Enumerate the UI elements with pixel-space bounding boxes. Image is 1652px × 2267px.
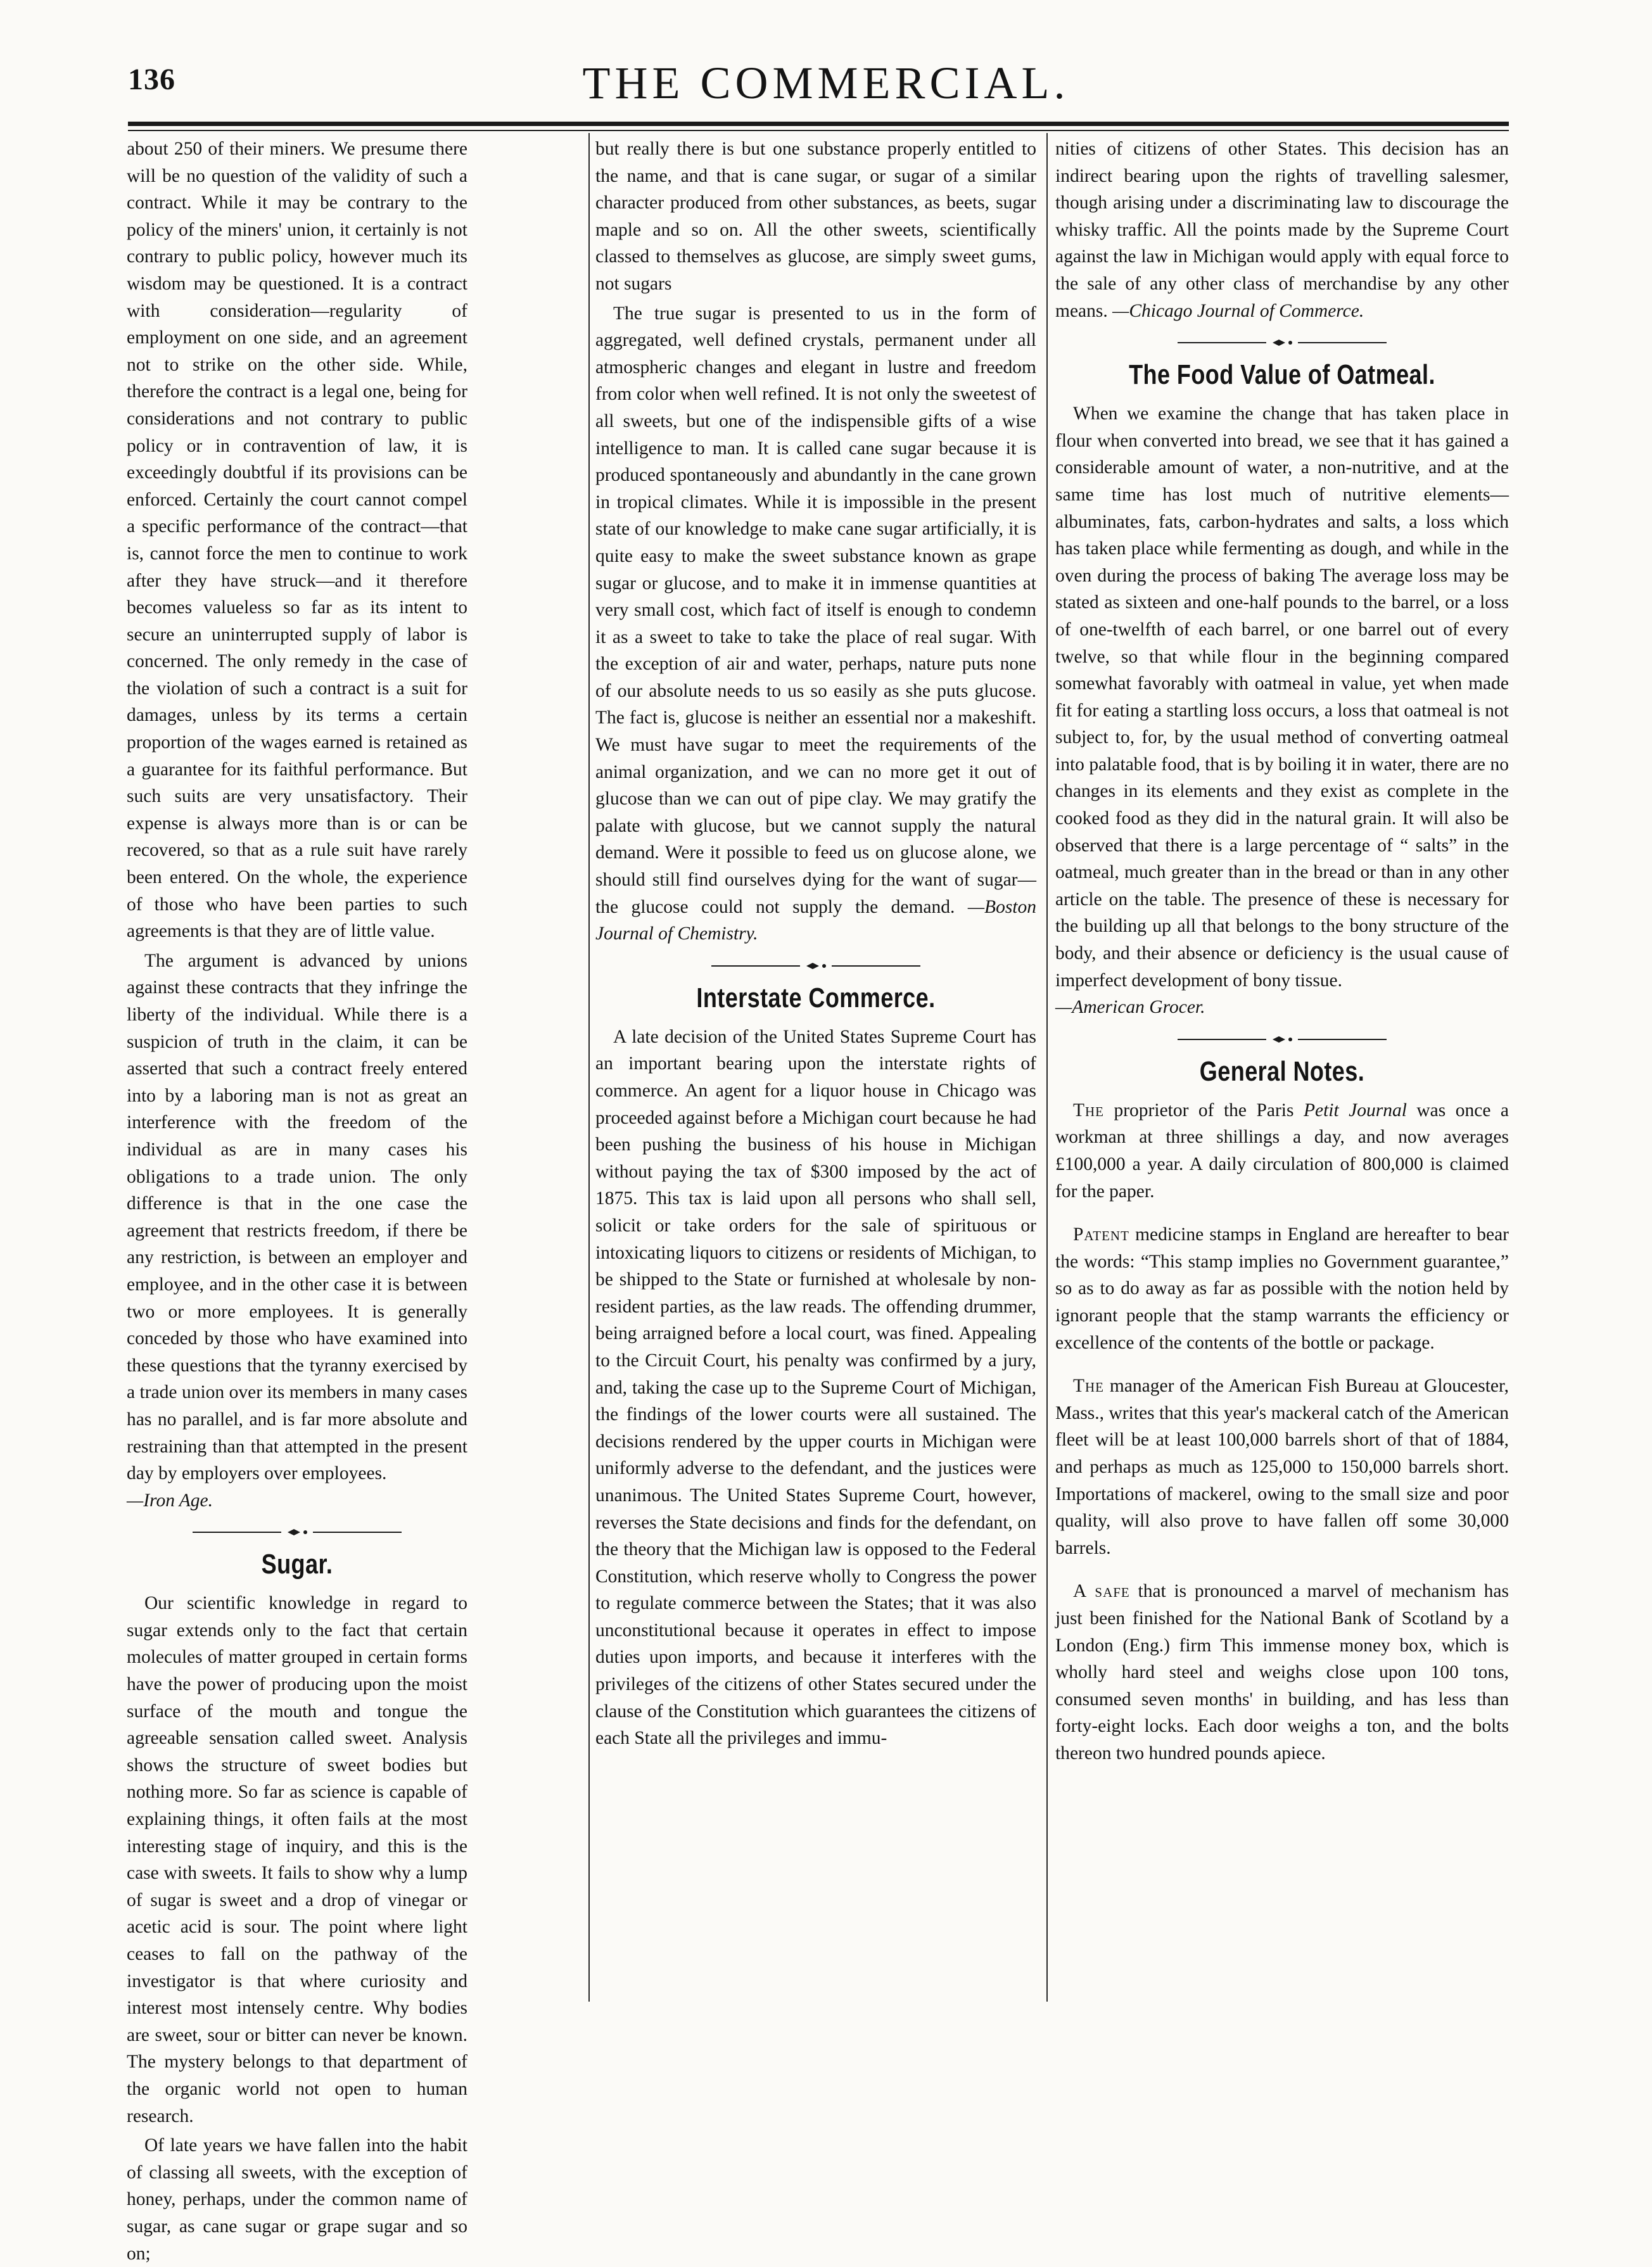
- section-heading-interstate-commerce: Interstate Commerce.: [696, 982, 936, 1013]
- article-citation: —Iron Age.: [127, 1490, 213, 1511]
- newspaper-title: Petit Journal: [1303, 1100, 1407, 1121]
- page-number: 136: [128, 63, 175, 96]
- note-text: manager of the American Fish Bureau at Gloucester, Mass., writes that this year's mackeral catch of the American fleet will be at least 100,000 barrels short of that of 1884, and perhaps as much as 125,000 to 150,000 barrels short. Importations of mackerel, owing to the small size and poor quality, will also prove to have fallen off some 30,000 barrels.: [1055, 1376, 1509, 1558]
- article-paragraph: about 250 of their miners. We presume there will be no question of the validity of such a contract. While it may be contrary to the policy of the miners' union, it certainly is not contrary to public policy, however much its wisdom may be questioned. It is a contract with consideration—regularity of employment on one side, and an agreement not to strike on the other side. While, therefore the contract is a legal one, being for considerations and not contrary to public policy or in contravention of law, it is exceedingly doubtful if its provisions can be enforced. Certainly the court cannot compel a specific performance of the contract—that is, cannot force the men to continue to work after they have struck—and it therefore becomes valueless so far as its intent to secure an uninterrupted supply of labor is concerned. The only remedy in the case of the violation of such a contract is a suit for damages, unless by its terms a certain proportion of the wages earned is retained as a guarantee for its faithful performance. But such suits are very unsatisfactory. Their expense is always more than is or can be recovered, so that as a rule suit have rarely been entered. On the whole, the experience of those who have been parties to such agreements is that they are of little value.: [127, 139, 467, 942]
- article-paragraph: Our scientific knowledge in regard to sugar extends only to the fact that certain molecules of matter grouped in certain forms have the power of producing upon the moist surface of the mouth and tongue the agreeable sensation called sweet. Analysis shows the structure of sweet bodies but nothing more. So far as science is capable of explaining things, it often fails at the most interesting stage of inquiry, and this is the case with sweets. It fails to show why a lump of sugar is sweet and a drop of vinegar or acetic acid is sour. The point where light ceases to fall on the pathway of the investigator is that where curiosity and interest most intensely centre. Why bodies are sweet, sour or bitter can never be known. The mystery belongs to that department of the organic world not open to human research.: [127, 1593, 467, 2126]
- note-lead: Patent: [1073, 1224, 1129, 1245]
- article-paragraph: [1055, 400, 1509, 1021]
- article-text: The argument is advanced by unions against these contracts that they infringe the liberty of the individual. While there is a suspicion of truth in the claim, it can be asserted that such a contract freely entered into by a laboring man is not as great an interference with the freedom of the individual as are in many cases his obligations to a trade union. The only difference is that in the one case the agreement that restricts freedom, if there be any restriction, is between an employer and employee, and in the other case it is between two or more employees. It is generally conceded by those who have examined into these questions that the tyranny exercised by a trade union over its members in many cases has no parallel, and is far more absolute and restraining than that attempted in the present day by employers over employees.: [127, 950, 467, 1484]
- ornament-divider: [711, 962, 920, 970]
- article-paragraph: A late decision of the United States Supreme Court has an important bearing upon the interstate rights of commerce. An agent for a liquor house in Chicago was proceeded against before a Michigan court because he had been pushing the business of his house in Michigan without paying the tax of $300 imposed by the act of 1875. This tax is laid upon all persons who shall sell, solicit or take orders for the sale of spirituous or intoxicating liquors to citizens or residents of Michigan, to be shipped to the State or furnished at wholesale by non-resident parties, as the law reads. The offending drummer, being arraigned before a local court, was fined. Appealing to the Circuit Court, his penalty was confirmed by a jury, and, taking the case up to the Supreme Court of Michigan, the findings of the lower courts were all sustained. The decisions rendered by the upper courts in Michigan were uniformly adverse to the defendant, and the justices were unanimous. The United States Supreme Court, however, reverses the State decisions and finds for the defendant, on the theory that the Michigan law is opposed to the Federal Constitution, which reserve wholly to Congress the power to regulate commerce between the States; that it was also unconstitutional because it operates in effect to impose duties upon imports, and because it interferes with the privileges of the citizens of other States secured under the clause of the Constitution which guarantees the citizens of each State all the privileges and immu-: [595, 1026, 1036, 1749]
- article-text: nities of citizens of other States. This decision has an indirect bearing upon the rights of travelling salesmer, though arising under a discriminating law to discourage the whisky traffic. All the points made by the Supreme Court against the law in Michigan would apply with equal force to the sale of any other class of merchandise by any other means.: [1055, 139, 1509, 321]
- section-heading-general-notes: General Notes.: [1199, 1055, 1365, 1087]
- column-divider: [1046, 133, 1048, 2002]
- article-text: When we examine the change that has taken place in flour when converted into bread, we see that it has gained a considerable amount of water, a non-nutritive, and at the same time has lost much of nutritive elements—albuminates, fats, carbon-hydrates and salts, a loss which has taken place while fermenting as dough, and while in the oven during the process of baking The average loss may be stated as sixteen and one-half pounds to the barrel, or a loss of one-twelfth of each barrel, or one barrel out of every twelve, so that while flour in the beginning compared somewhat favorably with oatmeal in value, yet when made fit for eating a startling loss occurs, a loss that oatmeal is not subject to, for, by the usual method of converting oatmeal into palatable food, that is by boiling it in water, there are no changes in its elements and they exist as complete in the cooked food as they did in the natural grain. It will also be observed that there is a large percentage of “ salts” in the oatmeal, much greater than in the bread or than in any other article on the table. The presence of these is necessary for the building up all that belongs to the bony structure of the body, and their absence or deficiency is the usual cause of imperfect development of bony tissue.: [1055, 403, 1509, 991]
- column-3: [1055, 136, 1509, 2036]
- note-text: was once a workman at three shillings a day, and now averages £100,000 a year. A daily circulation of 800,000 is claimed for the paper.: [1055, 1100, 1509, 1202]
- note-lead: A safe: [1073, 1581, 1130, 1602]
- section-heading-oatmeal: The Food Value of Oatmeal.: [1129, 359, 1435, 391]
- article-paragraph: but really there is but one substance properly entitled to the name, and that is cane sugar, or sugar of a similar character produced from other substances, as beets, sugar maple and so on. All the other sweets, scientifically classed to themselves as glucose, are simply sweet gums, not sugars: [595, 139, 1036, 294]
- column-1: [127, 136, 467, 2264]
- section-heading-sugar: Sugar.: [261, 1549, 333, 1580]
- note-lead: The: [1073, 1376, 1105, 1397]
- masthead-rule-thin: [128, 130, 1509, 131]
- masthead-title: THE COMMERCIAL.: [582, 58, 1070, 108]
- article-citation: —American Grocer.: [1055, 997, 1205, 1018]
- masthead-rule: [128, 122, 1509, 126]
- article-paragraph: [1055, 136, 1509, 324]
- note-text: that is pronounced a marvel of mechanism has just been finished for the National Bank of Scotland by a London (Eng.) firm This immense money box, which is wholly hard steel and weighs close upon 100 tons, consumed seven months' in building, and has less than forty-eight locks. Each door weighs a ton, and the bolts thereon two hundred pounds apiece.: [1055, 1581, 1509, 1763]
- note-paragraph: [1055, 1221, 1509, 1356]
- column-divider: [588, 133, 590, 2002]
- column-2: [595, 136, 1036, 2036]
- article-citation: —Boston Journal of Chemistry.: [595, 896, 1036, 944]
- note-paragraph: [1055, 1578, 1509, 1767]
- article-paragraph: Of late years we have fallen into the habit of classing all sweets, with the exception of honey, perhaps, under the common name of sugar, as cane sugar or grape sugar and so on;: [127, 2135, 467, 2264]
- ornament-divider: [1178, 1035, 1387, 1044]
- article-paragraph: [595, 300, 1036, 948]
- note-paragraph: [1055, 1373, 1509, 1561]
- note-paragraph: [1055, 1097, 1509, 1205]
- note-lead: The: [1073, 1100, 1105, 1121]
- article-citation: —Chicago Journal of Commerce.: [1112, 300, 1364, 321]
- ornament-divider: [193, 1528, 402, 1537]
- article-paragraph: [127, 948, 467, 1514]
- note-text: medicine stamps in England are hereafter to bear the words: “This stamp implies no Government guarantee,” so as to do away as far as possible with the notion held by ignorant people that the stamp warrants the efficiency or excellence of the contents of the bottle or package.: [1055, 1224, 1509, 1353]
- note-text: proprietor of the Paris: [1104, 1100, 1304, 1121]
- article-text: The true sugar is presented to us in the form of aggregated, well defined crystals, permanent under all atmospheric changes and elegant in lustre and freedom from color when well refined. It is not only the sweetest of all sweets, but one of the indispensible gifts of a wise intelligence to man. It is called cane sugar because it is produced spontaneously and abundantly in the cane grown in tropical climates. While it is impossible in the present state of our knowledge to make cane sugar artificially, it is quite easy to make the sweet substance known as grape sugar or glucose, and to make it in immense quantities at very small cost, which fact of itself is enough to condemn it as a sweet to take to take the place of real sugar. With the exception of air and water, perhaps, nature puts none of our absolute needs to us so easily as she puts glucose. The fact is, glucose is neither an essential nor a makeshift. We must have sugar to meet the requirements of the animal organization, and we can no more get it out of glucose than we can out of pipe clay. We may gratify the palate with glucose, but we cannot supply the natural demand. Were it possible to feed us on glucose alone, we should still find ourselves dying for the want of sugar—the glucose could not supply the demand.: [595, 303, 1036, 917]
- ornament-divider: [1178, 338, 1387, 347]
